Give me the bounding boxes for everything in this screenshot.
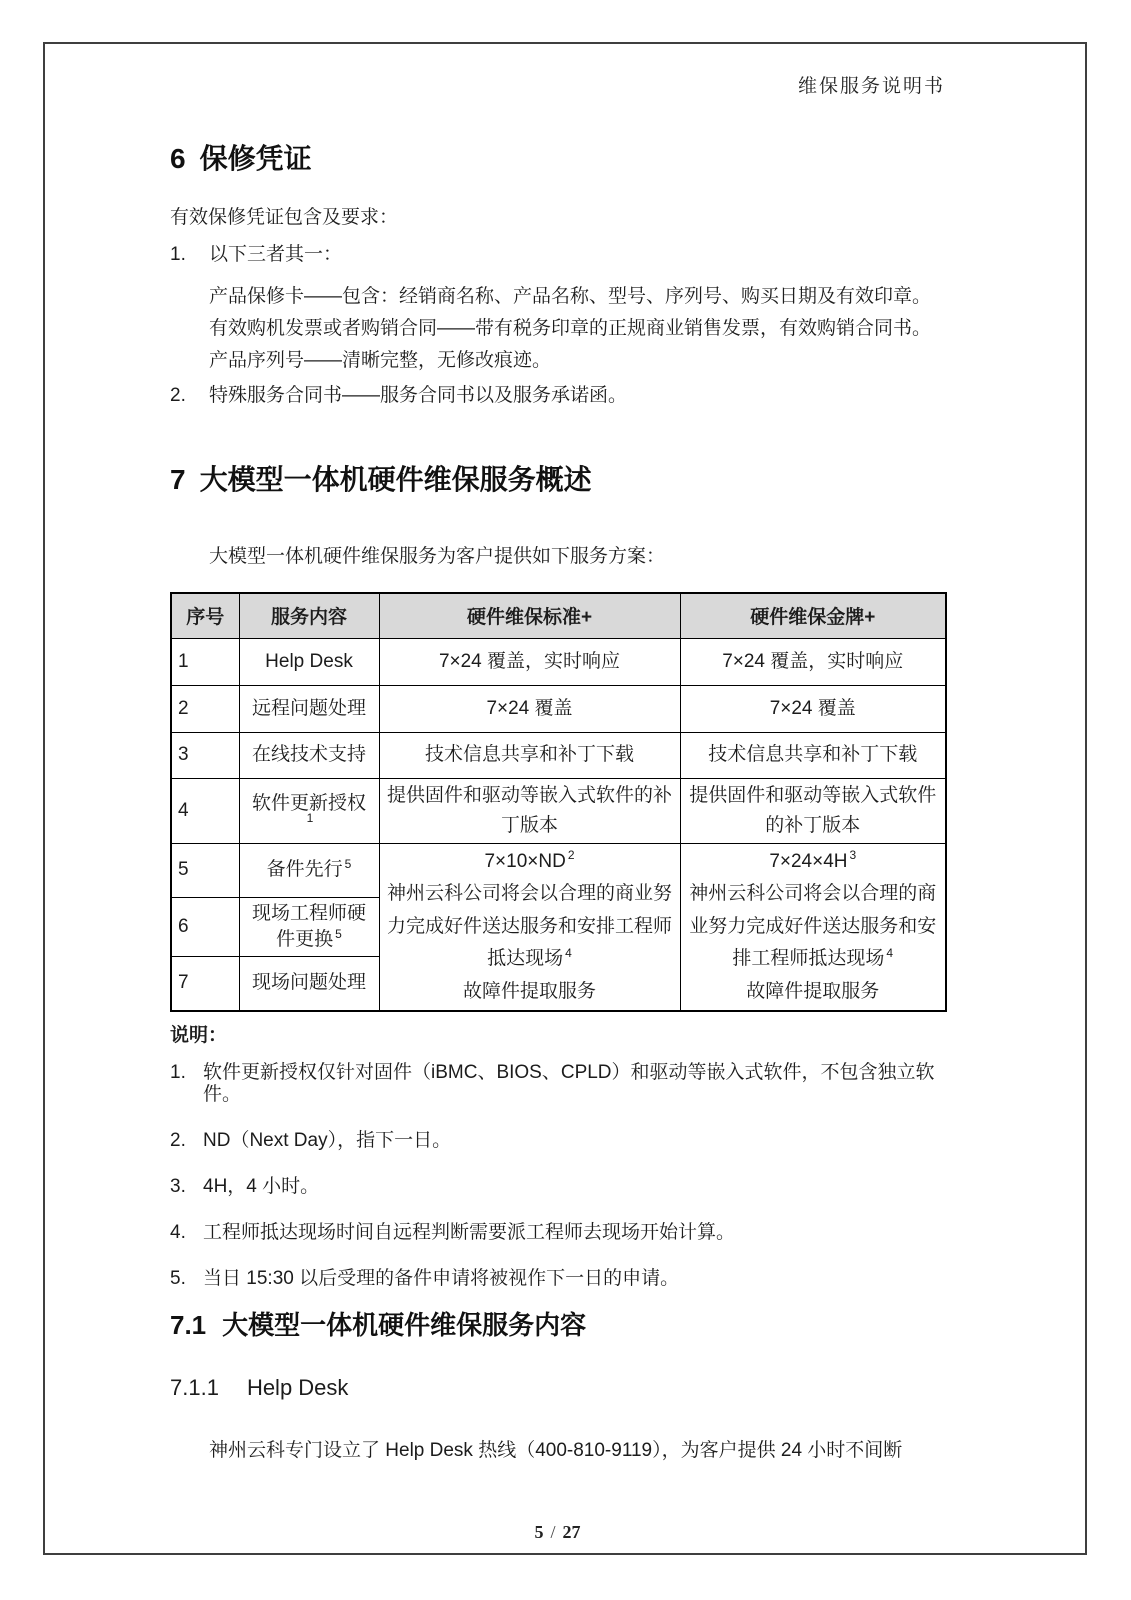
doc-header <box>170 76 945 98</box>
cell-standard: 技术信息共享和补丁下载 <box>379 732 680 778</box>
footnote-marker: 4 <box>565 945 572 960</box>
standard-sla-text: 7×10×ND <box>484 850 566 872</box>
cell-service-footnote <box>246 810 373 830</box>
service-plan-table <box>170 592 947 1012</box>
cell-standard: 7×24 覆盖 <box>379 685 680 732</box>
footnote-marker: 4 <box>886 945 894 960</box>
section-7-title: 大模型一体机硬件维保服务概述 <box>199 464 592 495</box>
section-7-1-title: 大模型一体机硬件维保服务内容 <box>222 1310 587 1340</box>
cell-no: 2 <box>171 685 239 732</box>
note-2-number: 2. <box>170 1130 186 1151</box>
cell-service-text: 备件先行 <box>266 859 343 881</box>
standard-sla <box>386 846 674 879</box>
cell-no: 3 <box>171 732 239 778</box>
notes-label: 说明： <box>170 1025 228 1046</box>
note-1-number: 1. <box>170 1062 186 1083</box>
list-item-2-number: 2. <box>170 385 186 406</box>
cell-service: 现场问题处理 <box>239 956 379 1011</box>
invoice-line: 有效购机发票或者购销合同——带有税务印章的正规商业销售发票，有效购销合同书。 <box>209 318 932 339</box>
cell-standard: 7×24 覆盖，实时响应 <box>379 638 680 685</box>
section-7-1-1-heading <box>170 1375 945 1401</box>
note-5 <box>170 1268 945 1290</box>
cell-no: 4 <box>171 778 239 843</box>
section-6-intro: 有效保修凭证包含及要求： <box>170 207 399 228</box>
page-content <box>170 76 945 1543</box>
section-6-title: 保修凭证 <box>199 143 312 174</box>
cell-service: Help Desk <box>239 638 379 685</box>
cell-gold-merged <box>680 843 946 1011</box>
section-7-heading <box>170 463 945 497</box>
cell-service: 在线技术支持 <box>239 732 379 778</box>
note-4-number: 4. <box>170 1222 186 1243</box>
cell-no: 7 <box>171 956 239 1011</box>
section-7-1-1-number: 7.1.1 <box>170 1375 219 1400</box>
footnote-marker: 3 <box>849 848 857 863</box>
header-cell-service: 服务内容 <box>239 593 379 638</box>
section-7-number: 7 <box>170 464 186 495</box>
cell-no: 5 <box>171 843 239 898</box>
cell-standard: 提供固件和驱动等嵌入式软件的补丁版本 <box>379 778 680 843</box>
standard-description <box>386 878 674 976</box>
footnote-marker: 2 <box>567 848 575 863</box>
gold-sla <box>689 846 938 879</box>
warranty-card-line: 产品保修卡——包含：经销商名称、产品名称、型号、序列号、购买日期及有效印章。 <box>209 286 932 307</box>
gold-extra: 故障件提取服务 <box>746 980 880 1002</box>
standard-extra: 故障件提取服务 <box>462 980 596 1002</box>
note-5-text: 当日 15:30 以后受理的备件申请将被视作下一日的申请。 <box>203 1268 680 1289</box>
note-2-text: ND（Next Day），指下一日。 <box>203 1130 452 1151</box>
page-number-current: 5 <box>534 1522 544 1542</box>
list-item-2-text: 特殊服务合同书——服务合同书以及服务承诺函。 <box>209 385 628 406</box>
note-5-number: 5. <box>170 1268 186 1289</box>
note-2 <box>170 1130 945 1152</box>
footnote-marker: 5 <box>344 856 352 871</box>
section-7-1-heading <box>170 1309 945 1341</box>
note-4-text: 工程师抵达现场时间自远程判断需要派工程师去现场开始计算。 <box>203 1222 736 1243</box>
note-1 <box>170 1062 945 1106</box>
list-item-1-details <box>209 281 945 377</box>
cell-gold: 提供固件和驱动等嵌入式软件的补丁版本 <box>680 778 946 843</box>
note-3-text: 4H，4 小时。 <box>203 1176 320 1197</box>
gold-sla-text: 7×24×4H <box>769 850 848 872</box>
section-6-heading <box>170 142 945 176</box>
header-cell-gold: 硬件维保金牌+ <box>680 593 946 638</box>
section-7-1-number: 7.1 <box>170 1310 207 1340</box>
list-item-1 <box>170 243 945 266</box>
cell-service <box>239 843 379 898</box>
cell-gold: 技术信息共享和补丁下载 <box>680 732 946 778</box>
note-3-number: 3. <box>170 1176 186 1197</box>
table-row <box>171 732 946 778</box>
note-1-text: 软件更新授权仅针对固件（iBMC、BIOS、CPLD）和驱动等嵌入式软件，不包含独立软件。 <box>203 1062 935 1105</box>
page-number-separator: / <box>550 1522 556 1542</box>
section-6-number: 6 <box>170 143 186 174</box>
table-row <box>171 843 946 898</box>
doc-header-title: 维保服务说明书 <box>797 76 945 97</box>
page-border-frame <box>43 42 1087 1555</box>
header-cell-index: 序号 <box>171 593 239 638</box>
cell-gold: 7×24 覆盖，实时响应 <box>680 638 946 685</box>
cell-service-text: 现场工程师硬件更换 <box>251 902 366 950</box>
cell-service: 远程问题处理 <box>239 685 379 732</box>
header-cell-standard: 硬件维保标准+ <box>379 593 680 638</box>
table-row <box>171 685 946 732</box>
cell-service-text: 软件更新授权 <box>251 793 366 814</box>
cell-gold: 7×24 覆盖 <box>680 685 946 732</box>
section-7-intro: 大模型一体机硬件维保服务为客户提供如下服务方案： <box>209 546 666 567</box>
note-3 <box>170 1176 945 1198</box>
footnote-marker: 1 <box>306 810 314 825</box>
serial-number-line: 产品序列号——清晰完整，无修改痕迹。 <box>209 350 552 371</box>
list-item-2 <box>170 384 945 407</box>
cell-service <box>239 898 379 957</box>
note-4 <box>170 1222 945 1244</box>
cell-no: 1 <box>171 638 239 685</box>
page-footer <box>170 1521 945 1543</box>
footnote-marker: 5 <box>335 926 342 941</box>
gold-description-text: 神州云科公司将会以合理的商业努力完成好件送达服务和安排工程师抵达现场 <box>689 883 937 969</box>
cell-service <box>239 778 379 843</box>
table-header-row <box>171 593 946 638</box>
page-number-total: 27 <box>562 1522 581 1542</box>
table-row <box>171 778 946 843</box>
table-row <box>171 638 946 685</box>
list-item-1-number: 1. <box>170 244 186 265</box>
standard-description-text: 神州云科公司将会以合理的商业努力完成好件送达服务和安排工程师抵达现场 <box>386 883 672 969</box>
section-7-1-1-title: Help Desk <box>246 1375 349 1400</box>
cell-no: 6 <box>171 898 239 957</box>
cell-standard-merged <box>379 843 680 1011</box>
gold-description <box>689 878 938 976</box>
list-item-1-text: 以下三者其一： <box>209 244 343 265</box>
helpdesk-paragraph: 神州云科专门设立了 Help Desk 热线（400-810-9119），为客户提供 24 小时不间断 <box>209 1440 903 1461</box>
